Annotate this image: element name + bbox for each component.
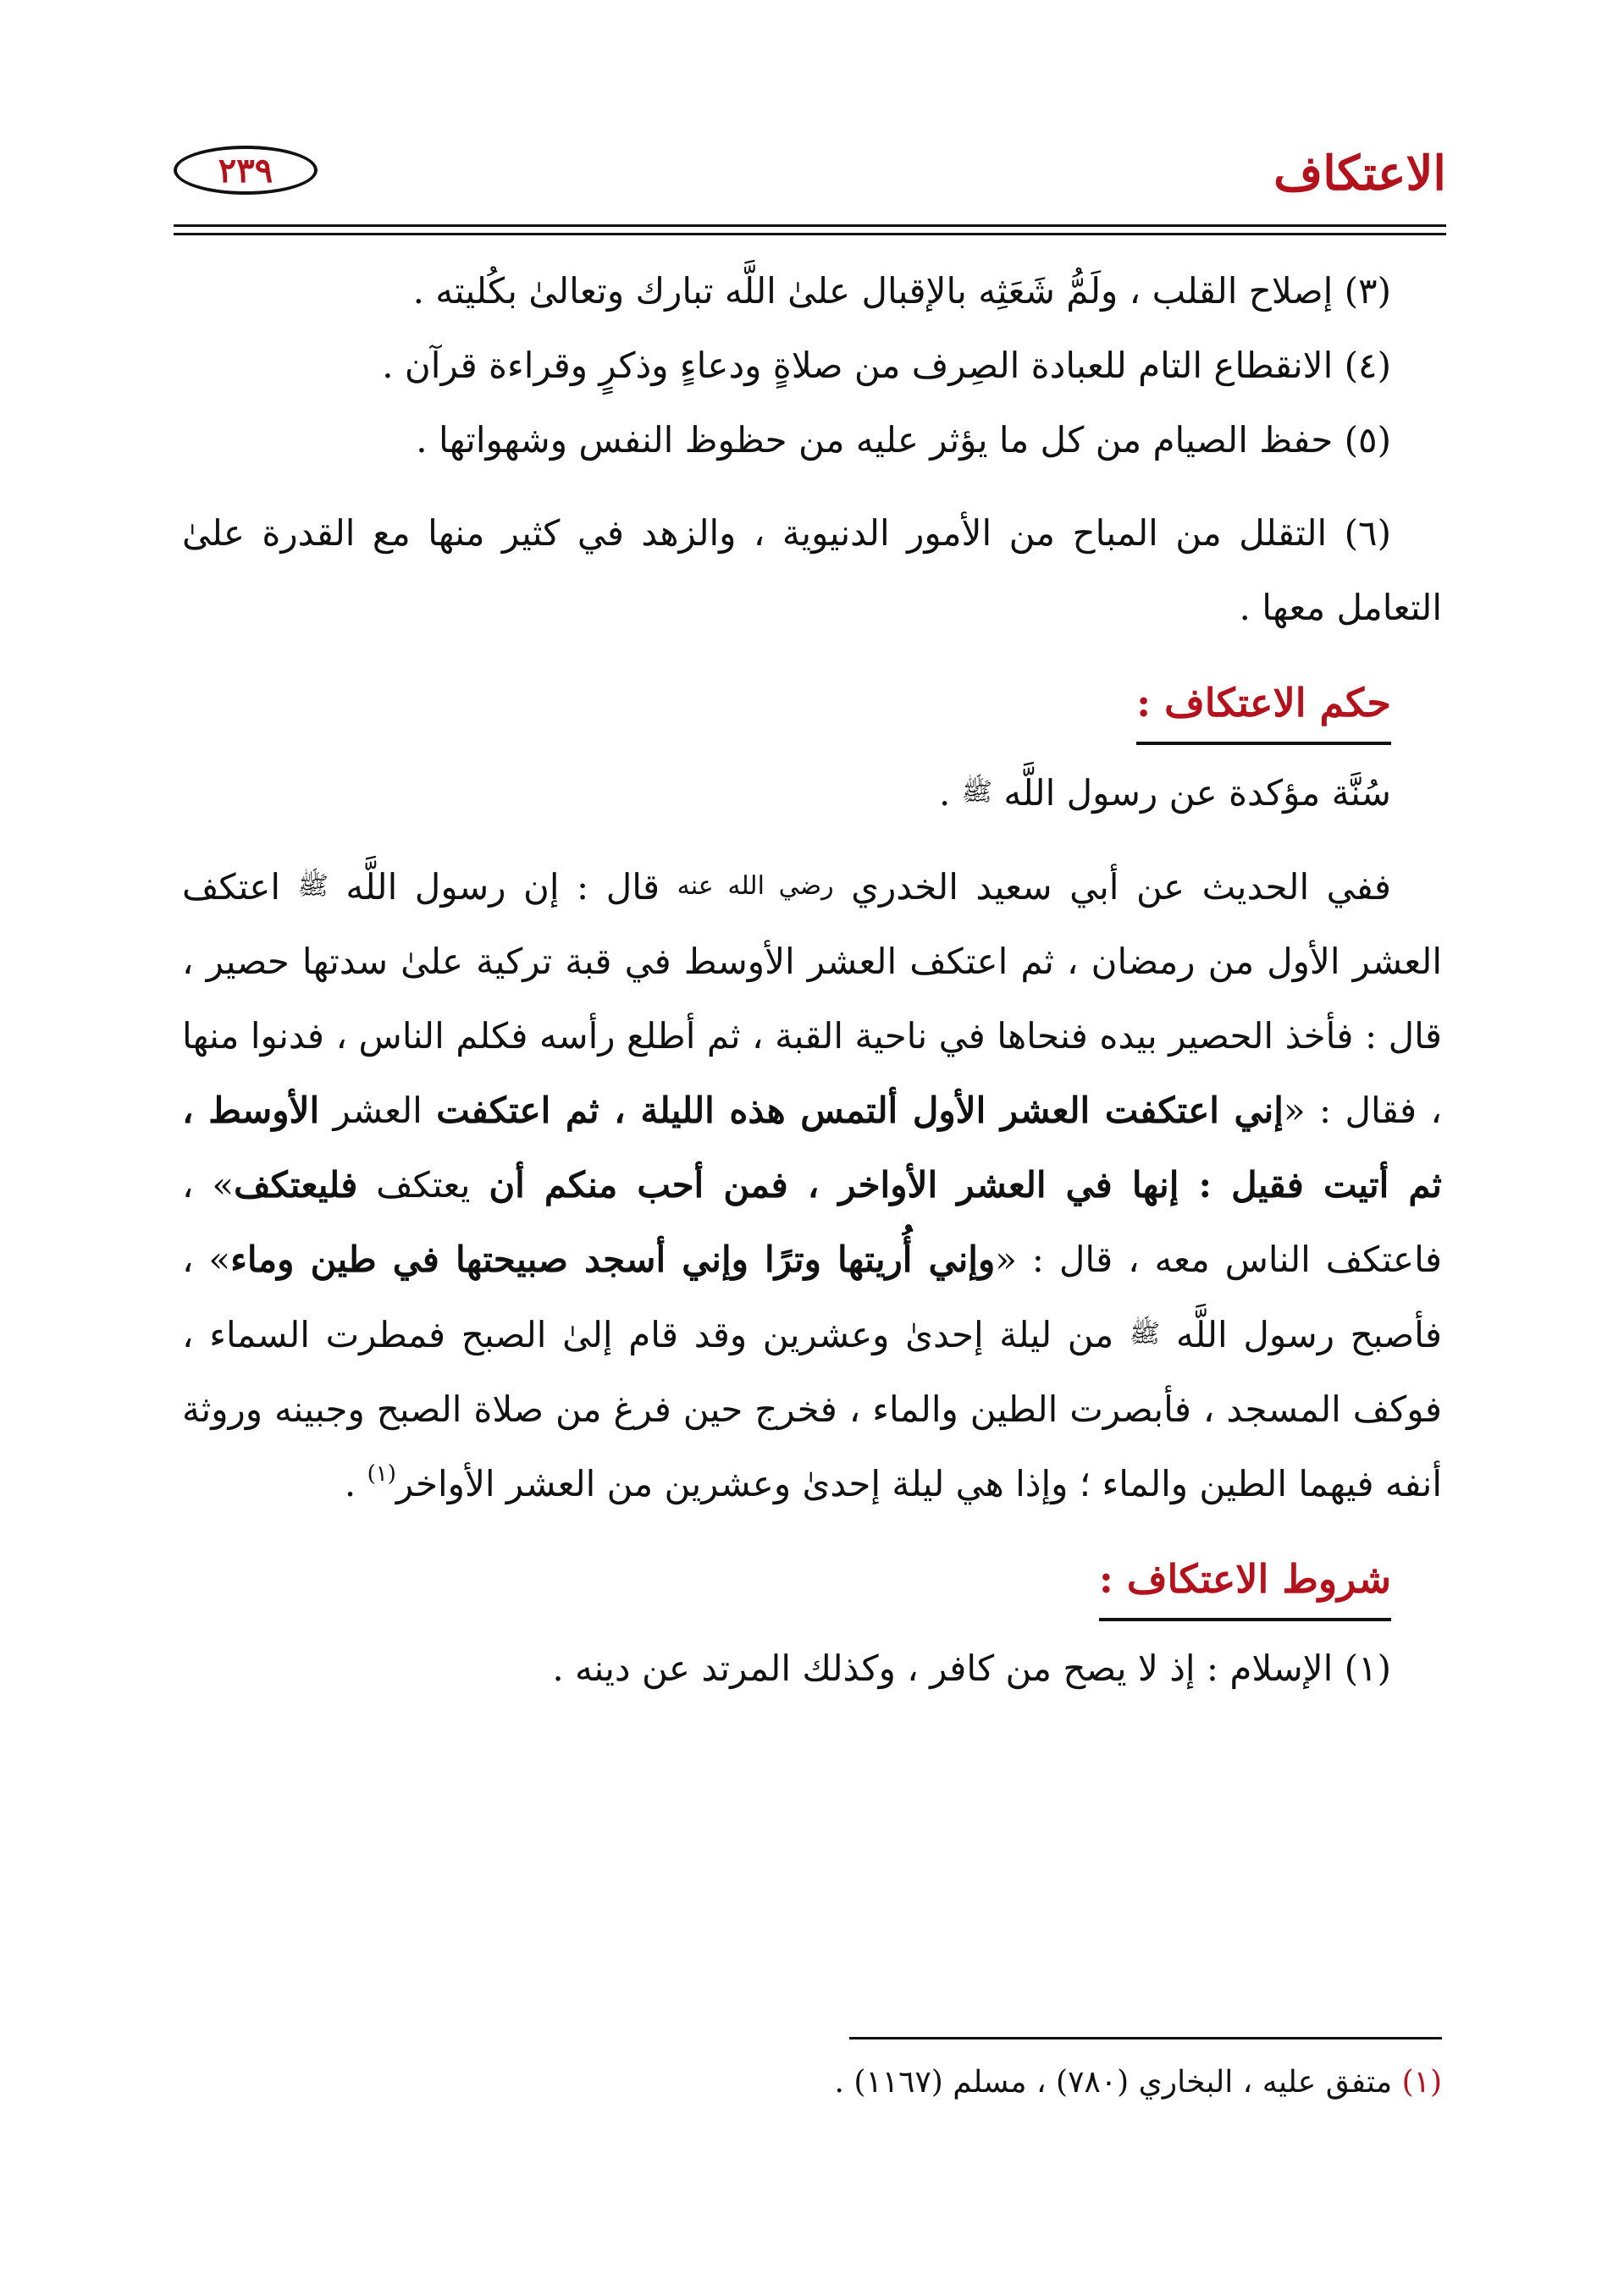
condition-item-1: (١) الإسلام : إذ لا يصح من كافر ، وكذلك المرتد عن دينه . (552, 1647, 1391, 1689)
footnote (182, 2057, 1442, 2108)
purpose-item-3: (٣) إصلاح القلب ، ولَمُّ شَعَثِه بالإقبال علىٰ اللَّه تبارك وتعالىٰ بكُليته . (412, 270, 1391, 312)
header-rule-bottom (174, 233, 1446, 235)
page-number: ٢٣٩ (174, 146, 318, 195)
prophet-honorific-icon: ﷺ (1129, 1319, 1161, 1349)
hadith-text-4: » ، فاعتكف الناس معه ، قال : « (182, 1164, 1442, 1280)
footnote-divider (849, 2037, 1442, 2039)
hadith-text-6: من ليلة إحدىٰ وعشرين وقد قام إلىٰ الصبح فمطرت السماء ، فوكف المسجد ، فأبصرت الطين والماء ، فخرج حين فرغ من صلاة الصبح وجبينه وروثة أنفه فيهما الطين والماء ؛ وإذا هي ليلة إحدىٰ وعشرين من العشر الأواخر (182, 1314, 1442, 1504)
hadith-quote-1-normal: العشر (319, 1090, 437, 1131)
header-rule-top (174, 224, 1446, 227)
purpose-item-4: (٤) الانقطاع التام للعبادة الصِرف من صلاةٍ ودعاءٍ وذكرٍ وقراءة قرآن . (382, 345, 1391, 386)
hadith-quote-2-normal: يعتكف (357, 1164, 489, 1206)
hadith-quote-3: فليعتكف (234, 1164, 358, 1206)
ruling-statement (182, 755, 1442, 831)
purpose-item-6: (٦) التقلل من المباح من الأمور الدنيوية ، والزهد في كثير منها مع القدرة علىٰ التعامل معها . (182, 512, 1442, 628)
page-header (174, 135, 1446, 220)
companion-honorific-icon: رضي الله عنه (677, 871, 834, 901)
footnote-reference: (١) (367, 1461, 396, 1487)
conditions-heading: شروط الاعتكاف : (1099, 1545, 1391, 1621)
ruling-statement-text: سُنَّة مؤكدة عن رسول اللَّه (1003, 772, 1391, 814)
hadith-text-end: . (344, 1463, 367, 1504)
running-title: الاعتكاف (1273, 146, 1446, 201)
hadith-text-1: ففي الحديث عن أبي سعيد الخدري (833, 866, 1391, 908)
hadith-text-2: قال : إن رسول اللَّه (328, 866, 677, 908)
purpose-item-5: (٥) حفظ الصيام من كل ما يؤثر عليه من حظوظ النفس وشهواتها . (416, 419, 1391, 461)
ruling-heading-wrap (182, 667, 1442, 752)
hadith-quote-1: إني اعتكفت العشر الأول ألتمس هذه الليلة ، ثم اعتكفت (436, 1090, 1284, 1131)
prophet-honorific-icon: ﷺ (297, 871, 329, 901)
prophet-honorific-icon: ﷺ (961, 777, 992, 807)
hadith-text-5: » ، فأصبح رسول اللَّه (182, 1239, 1443, 1355)
footnote-text: متفق عليه ، البخاري (٧٨٠) ، مسلم (١١٦٧) . (834, 2065, 1402, 2100)
hadith-quote-2: الأوسط ، ثم أتيت فقيل : إنها في العشر الأواخر ، فمن أحب منكم أن (182, 1090, 1442, 1206)
ruling-heading: حكم الاعتكاف : (1136, 669, 1391, 745)
conditions-heading-wrap (182, 1543, 1442, 1628)
hadith-paragraph (182, 849, 1442, 1521)
footnote-marker: (١) (1401, 2065, 1442, 2100)
ruling-statement-end: . (939, 772, 962, 814)
hadith-quote-4: وإني أُريتها وترًا وإني أسجد صبيحتها في طين وماء (230, 1239, 996, 1280)
hadith-text-3: اعتكف العشر الأول من رمضان ، ثم اعتكف العشر الأوسط في قبة تركية علىٰ سدتها حصير ، قال : فأخذ الحصير بيده فنحاها في ناحية القبة ، ثم أطلع رأسه فكلم الناس ، فدنوا منها ، فقال : « (182, 866, 1442, 1131)
page-body (182, 254, 1442, 1706)
